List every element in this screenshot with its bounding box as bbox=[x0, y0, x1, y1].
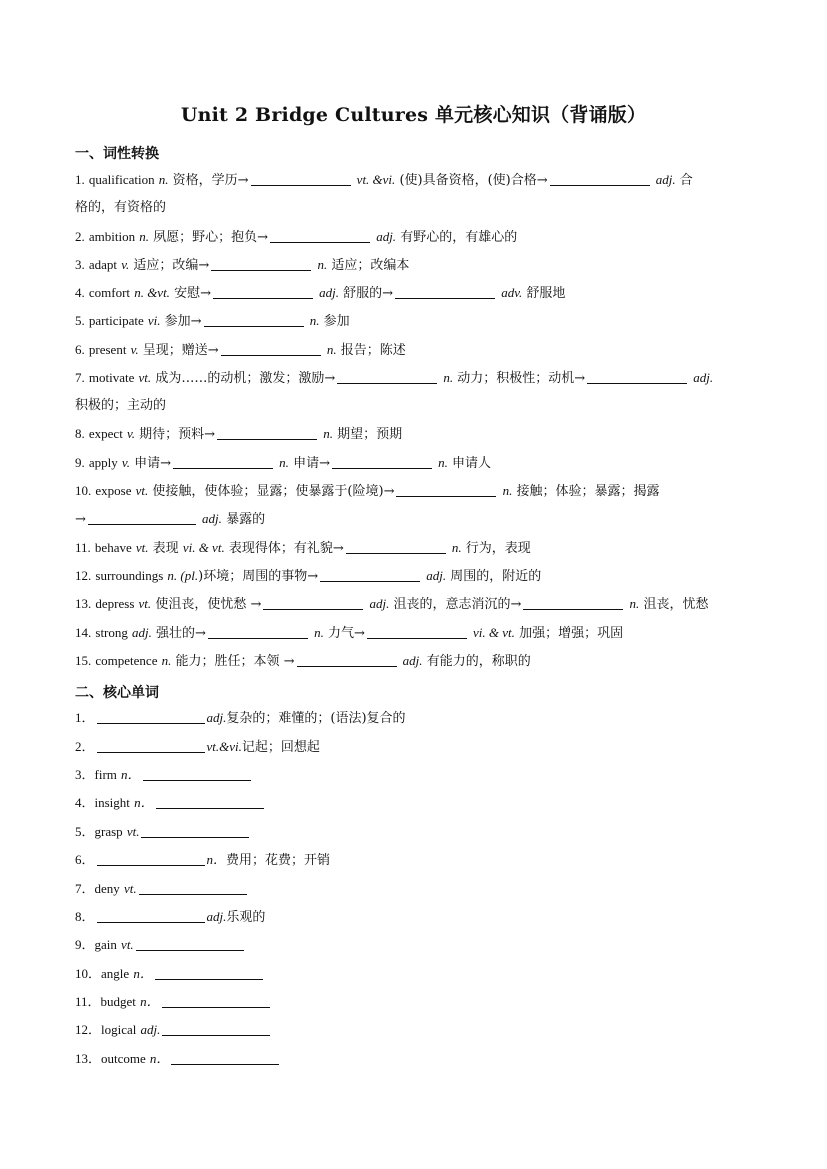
item-number: 11． bbox=[75, 994, 101, 1009]
item-meaning: 适应；改编本 bbox=[331, 258, 410, 273]
item-word: grasp bbox=[94, 824, 123, 839]
arrow: → bbox=[75, 512, 86, 527]
item-meaning: 动力；积极性；动机→ bbox=[457, 371, 586, 386]
item-meaning: 周围的，附近的 bbox=[450, 569, 542, 584]
item-word: gain bbox=[94, 937, 117, 952]
item-meaning: 报告；陈述 bbox=[340, 343, 406, 358]
item-meaning: 记起；回想起 bbox=[241, 740, 320, 755]
item-meaning: 强壮的→ bbox=[156, 626, 206, 641]
item-word: present bbox=[88, 342, 127, 357]
item-number: 7. bbox=[75, 370, 85, 385]
list-item bbox=[75, 477, 755, 506]
part-of-speech: n. bbox=[139, 229, 149, 244]
part-of-speech: vi. & vt. bbox=[473, 625, 515, 640]
answer-blank[interactable] bbox=[143, 766, 251, 781]
answer-blank[interactable] bbox=[270, 228, 370, 243]
list-item bbox=[75, 534, 755, 563]
item-meaning: 表现得体；有礼貌→ bbox=[228, 541, 344, 556]
item-meaning: (使)具备资格，(使)合格→ bbox=[399, 173, 548, 188]
list-item bbox=[75, 704, 755, 733]
item-number: 5. bbox=[75, 313, 85, 328]
part-of-speech: n． bbox=[133, 966, 153, 981]
answer-blank[interactable] bbox=[587, 369, 687, 384]
item-meaning: 舒服地 bbox=[526, 286, 566, 301]
item-number: 12. bbox=[75, 568, 92, 583]
part-of-speech: n. bbox=[158, 172, 169, 187]
answer-blank[interactable] bbox=[97, 908, 205, 923]
answer-blank[interactable] bbox=[211, 256, 311, 271]
part-of-speech: n. bbox=[451, 540, 462, 555]
item-number: 6. bbox=[75, 342, 85, 357]
part-of-speech: n. bbox=[438, 455, 448, 470]
list-item bbox=[75, 818, 755, 847]
part-of-speech: vi. bbox=[147, 313, 161, 328]
part-of-speech: adj. bbox=[369, 596, 390, 611]
item-number: 9． bbox=[75, 937, 95, 952]
item-meaning: 有野心的，有雄心的 bbox=[400, 230, 518, 245]
answer-blank[interactable] bbox=[97, 851, 205, 866]
item-number: 7． bbox=[75, 881, 95, 896]
item-word: expect bbox=[88, 426, 123, 441]
item-number: 13. bbox=[75, 596, 92, 611]
answer-blank[interactable] bbox=[395, 284, 495, 299]
answer-blank[interactable] bbox=[97, 709, 205, 724]
item-number: 9. bbox=[75, 455, 85, 470]
list-item bbox=[75, 364, 755, 393]
item-number: 12． bbox=[75, 1022, 102, 1037]
answer-blank[interactable] bbox=[367, 624, 467, 639]
answer-blank[interactable] bbox=[171, 1050, 279, 1065]
part-of-speech: adj. bbox=[202, 511, 222, 526]
item-number: 2． bbox=[75, 739, 95, 754]
list-item bbox=[75, 420, 755, 449]
item-word: motivate bbox=[88, 370, 135, 385]
part-of-speech: n． bbox=[140, 994, 160, 1009]
part-of-speech: n. (pl. bbox=[167, 568, 199, 583]
part-of-speech: vt. bbox=[135, 540, 149, 555]
answer-blank[interactable] bbox=[97, 738, 205, 753]
part-of-speech: n． bbox=[134, 795, 154, 810]
part-of-speech: adj. bbox=[402, 653, 423, 668]
answer-blank[interactable] bbox=[162, 993, 270, 1008]
part-of-speech: n. bbox=[309, 313, 320, 328]
part-of-speech: vt. bbox=[123, 881, 137, 896]
item-continuation: 格的，有资格的 bbox=[75, 200, 167, 215]
item-number: 14. bbox=[75, 625, 92, 640]
answer-blank[interactable] bbox=[208, 624, 308, 639]
part-of-speech: n. bbox=[629, 596, 640, 611]
answer-blank[interactable] bbox=[204, 312, 304, 327]
item-word: adapt bbox=[88, 257, 118, 272]
item-meaning: 参加→ bbox=[164, 314, 202, 329]
list-item bbox=[75, 988, 755, 1017]
item-meaning: )环境；周围的事物→ bbox=[198, 569, 319, 584]
section-heading-word-forms: 一、词性转换 bbox=[75, 146, 159, 162]
answer-blank[interactable] bbox=[337, 369, 437, 384]
part-of-speech: adj. bbox=[132, 625, 152, 640]
answer-blank[interactable] bbox=[263, 595, 363, 610]
part-of-speech: n. bbox=[161, 653, 172, 668]
list-item bbox=[75, 336, 755, 365]
answer-blank[interactable] bbox=[346, 539, 446, 554]
part-of-speech: vt.&vi. bbox=[206, 739, 242, 754]
list-item bbox=[75, 960, 755, 989]
answer-blank[interactable] bbox=[523, 595, 623, 610]
part-of-speech: v. bbox=[121, 257, 130, 272]
item-meaning: 申请人 bbox=[452, 456, 492, 471]
part-of-speech: adv. bbox=[501, 285, 523, 300]
answer-blank[interactable] bbox=[320, 567, 420, 582]
list-item bbox=[75, 619, 755, 648]
item-word: firm bbox=[94, 767, 117, 782]
part-of-speech: n. bbox=[443, 370, 454, 385]
item-word: logical bbox=[101, 1022, 137, 1037]
part-of-speech: v. bbox=[126, 426, 136, 441]
answer-blank[interactable] bbox=[155, 965, 263, 980]
item-number: 4. bbox=[75, 285, 85, 300]
item-number: 11. bbox=[75, 540, 91, 555]
item-word: strong bbox=[95, 625, 128, 640]
part-of-speech: n． bbox=[206, 852, 227, 867]
item-meaning: 期待；预料→ bbox=[139, 427, 216, 442]
list-item bbox=[75, 903, 755, 932]
part-of-speech: vt. &vi. bbox=[356, 172, 396, 187]
item-meaning: 合 bbox=[679, 173, 693, 188]
page-title: Unit 2 Bridge Cultures 单元核心知识（背诵版） bbox=[180, 104, 647, 126]
list-item bbox=[75, 733, 755, 762]
part-of-speech: adj. bbox=[206, 909, 227, 924]
list-item bbox=[75, 251, 755, 280]
answer-blank[interactable] bbox=[141, 823, 249, 838]
item-meaning: 接触；体验；暴露；揭露 bbox=[516, 484, 660, 499]
item-number: 10． bbox=[75, 966, 102, 981]
item-number: 1． bbox=[75, 710, 95, 725]
part-of-speech: vt. bbox=[135, 483, 149, 498]
item-number: 3. bbox=[75, 257, 85, 272]
item-meaning: 有能力的，称职的 bbox=[426, 654, 531, 669]
answer-blank[interactable] bbox=[156, 794, 264, 809]
item-word: comfort bbox=[88, 285, 131, 300]
item-meaning: 复杂的；难懂的；(语法)复合的 bbox=[226, 711, 406, 726]
item-meaning: 安慰→ bbox=[174, 286, 211, 301]
part-of-speech: n. &vt. bbox=[134, 285, 170, 300]
answer-blank[interactable] bbox=[251, 171, 351, 186]
answer-blank[interactable] bbox=[297, 652, 397, 667]
item-word: participate bbox=[88, 313, 144, 328]
part-of-speech: vt. bbox=[121, 937, 134, 952]
list-item bbox=[75, 307, 755, 336]
item-word: ambition bbox=[88, 229, 136, 244]
answer-blank[interactable] bbox=[173, 454, 273, 469]
item-meaning: 申请→ bbox=[134, 456, 172, 471]
list-item bbox=[75, 846, 755, 875]
item-continuation bbox=[75, 505, 265, 534]
item-word: depress bbox=[95, 596, 135, 611]
item-word: qualification bbox=[88, 172, 155, 187]
answer-blank[interactable] bbox=[396, 482, 496, 497]
list-item bbox=[75, 562, 755, 591]
list-item bbox=[75, 166, 755, 195]
item-meaning: 呈现；赠送→ bbox=[142, 343, 219, 358]
list-item bbox=[75, 1016, 755, 1045]
item-word: angle bbox=[101, 966, 130, 981]
item-meaning: 使接触，使体验；显露；使暴露于(险境)→ bbox=[152, 484, 395, 499]
answer-blank[interactable] bbox=[139, 880, 247, 895]
item-word: budget bbox=[100, 994, 136, 1009]
part-of-speech: adj. bbox=[376, 229, 397, 244]
item-meaning: 申请→ bbox=[293, 456, 330, 471]
item-meaning: 夙愿；野心；抱负→ bbox=[153, 230, 269, 245]
list-item bbox=[75, 223, 755, 252]
part-of-speech: vt. bbox=[138, 370, 152, 385]
part-of-speech: n. bbox=[317, 257, 328, 272]
answer-blank[interactable] bbox=[213, 284, 313, 299]
part-of-speech: v. bbox=[130, 342, 139, 357]
answer-blank[interactable] bbox=[162, 1021, 270, 1036]
item-word: surroundings bbox=[95, 568, 164, 583]
list-item bbox=[75, 449, 755, 478]
item-word: behave bbox=[94, 540, 132, 555]
item-meaning: 资格，学历→ bbox=[172, 173, 249, 188]
list-item bbox=[75, 875, 755, 904]
part-of-speech: adj. bbox=[655, 172, 676, 187]
answer-blank[interactable] bbox=[221, 341, 321, 356]
item-word: apply bbox=[88, 455, 118, 470]
item-meaning: 力气→ bbox=[327, 626, 365, 641]
item-meaning: 表现 bbox=[152, 541, 179, 556]
part-of-speech: v. bbox=[121, 455, 130, 470]
item-word: deny bbox=[94, 881, 120, 896]
answer-blank[interactable] bbox=[550, 171, 650, 186]
answer-blank[interactable] bbox=[217, 425, 317, 440]
item-meaning: 沮丧，忧愁 bbox=[643, 597, 709, 612]
item-meaning: 舒服的→ bbox=[343, 286, 394, 301]
item-meaning: 暴露的 bbox=[226, 512, 266, 527]
part-of-speech: n. bbox=[326, 342, 337, 357]
part-of-speech: n. bbox=[323, 426, 333, 441]
section-heading-core-words: 二、核心单词 bbox=[75, 685, 159, 701]
part-of-speech: n． bbox=[121, 767, 141, 782]
item-meaning: 费用；花费；开销 bbox=[226, 853, 331, 868]
item-word: outcome bbox=[101, 1051, 146, 1066]
list-item bbox=[75, 590, 755, 619]
part-of-speech: vt. bbox=[126, 824, 140, 839]
item-meaning: 适应；改编→ bbox=[133, 258, 210, 273]
part-of-speech: n. bbox=[279, 455, 289, 470]
item-word: expose bbox=[95, 483, 132, 498]
item-number: 4． bbox=[75, 795, 95, 810]
item-continuation: 积极的；主动的 bbox=[75, 398, 167, 413]
list-item bbox=[75, 647, 755, 676]
item-meaning: 加强；增强；巩固 bbox=[519, 626, 624, 641]
item-number: 2. bbox=[75, 229, 85, 244]
list-item bbox=[75, 789, 755, 818]
item-number: 10. bbox=[75, 483, 92, 498]
part-of-speech: vt. bbox=[138, 596, 152, 611]
list-item bbox=[75, 279, 755, 308]
part-of-speech: vi. & vt. bbox=[182, 540, 225, 555]
item-number: 6． bbox=[75, 852, 95, 867]
item-meaning: 使沮丧，使忧愁 → bbox=[155, 597, 262, 612]
part-of-speech: adj. bbox=[206, 710, 227, 725]
list-item bbox=[75, 1045, 755, 1074]
item-meaning: 能力；胜任；本领 → bbox=[175, 654, 295, 669]
part-of-speech: n． bbox=[149, 1051, 170, 1066]
item-number: 5． bbox=[75, 824, 95, 839]
item-meaning: 参加 bbox=[323, 314, 350, 329]
item-meaning: 行为，表现 bbox=[465, 541, 531, 556]
item-word: competence bbox=[95, 653, 158, 668]
list-item bbox=[75, 931, 755, 960]
item-meaning: 沮丧的，意志消沉的→ bbox=[393, 597, 522, 612]
item-number: 15. bbox=[75, 653, 92, 668]
answer-blank[interactable] bbox=[88, 510, 196, 525]
item-word: insight bbox=[94, 795, 130, 810]
item-number: 8． bbox=[75, 909, 95, 924]
part-of-speech: adj. bbox=[693, 370, 714, 385]
list-item bbox=[75, 761, 755, 790]
item-number: 1. bbox=[75, 172, 85, 187]
item-meaning: 乐观的 bbox=[226, 910, 266, 925]
part-of-speech: adj. bbox=[319, 285, 339, 300]
answer-blank[interactable] bbox=[136, 936, 244, 951]
part-of-speech: n. bbox=[314, 625, 324, 640]
item-meaning: 成为……的动机；激发；激励→ bbox=[155, 371, 336, 386]
part-of-speech: adj. bbox=[140, 1022, 161, 1037]
part-of-speech: n. bbox=[502, 483, 513, 498]
answer-blank[interactable] bbox=[332, 454, 432, 469]
item-meaning: 期望；预期 bbox=[337, 427, 403, 442]
item-number: 8. bbox=[75, 426, 85, 441]
item-number: 3． bbox=[75, 767, 95, 782]
part-of-speech: adj. bbox=[426, 568, 447, 583]
item-number: 13． bbox=[75, 1051, 102, 1066]
